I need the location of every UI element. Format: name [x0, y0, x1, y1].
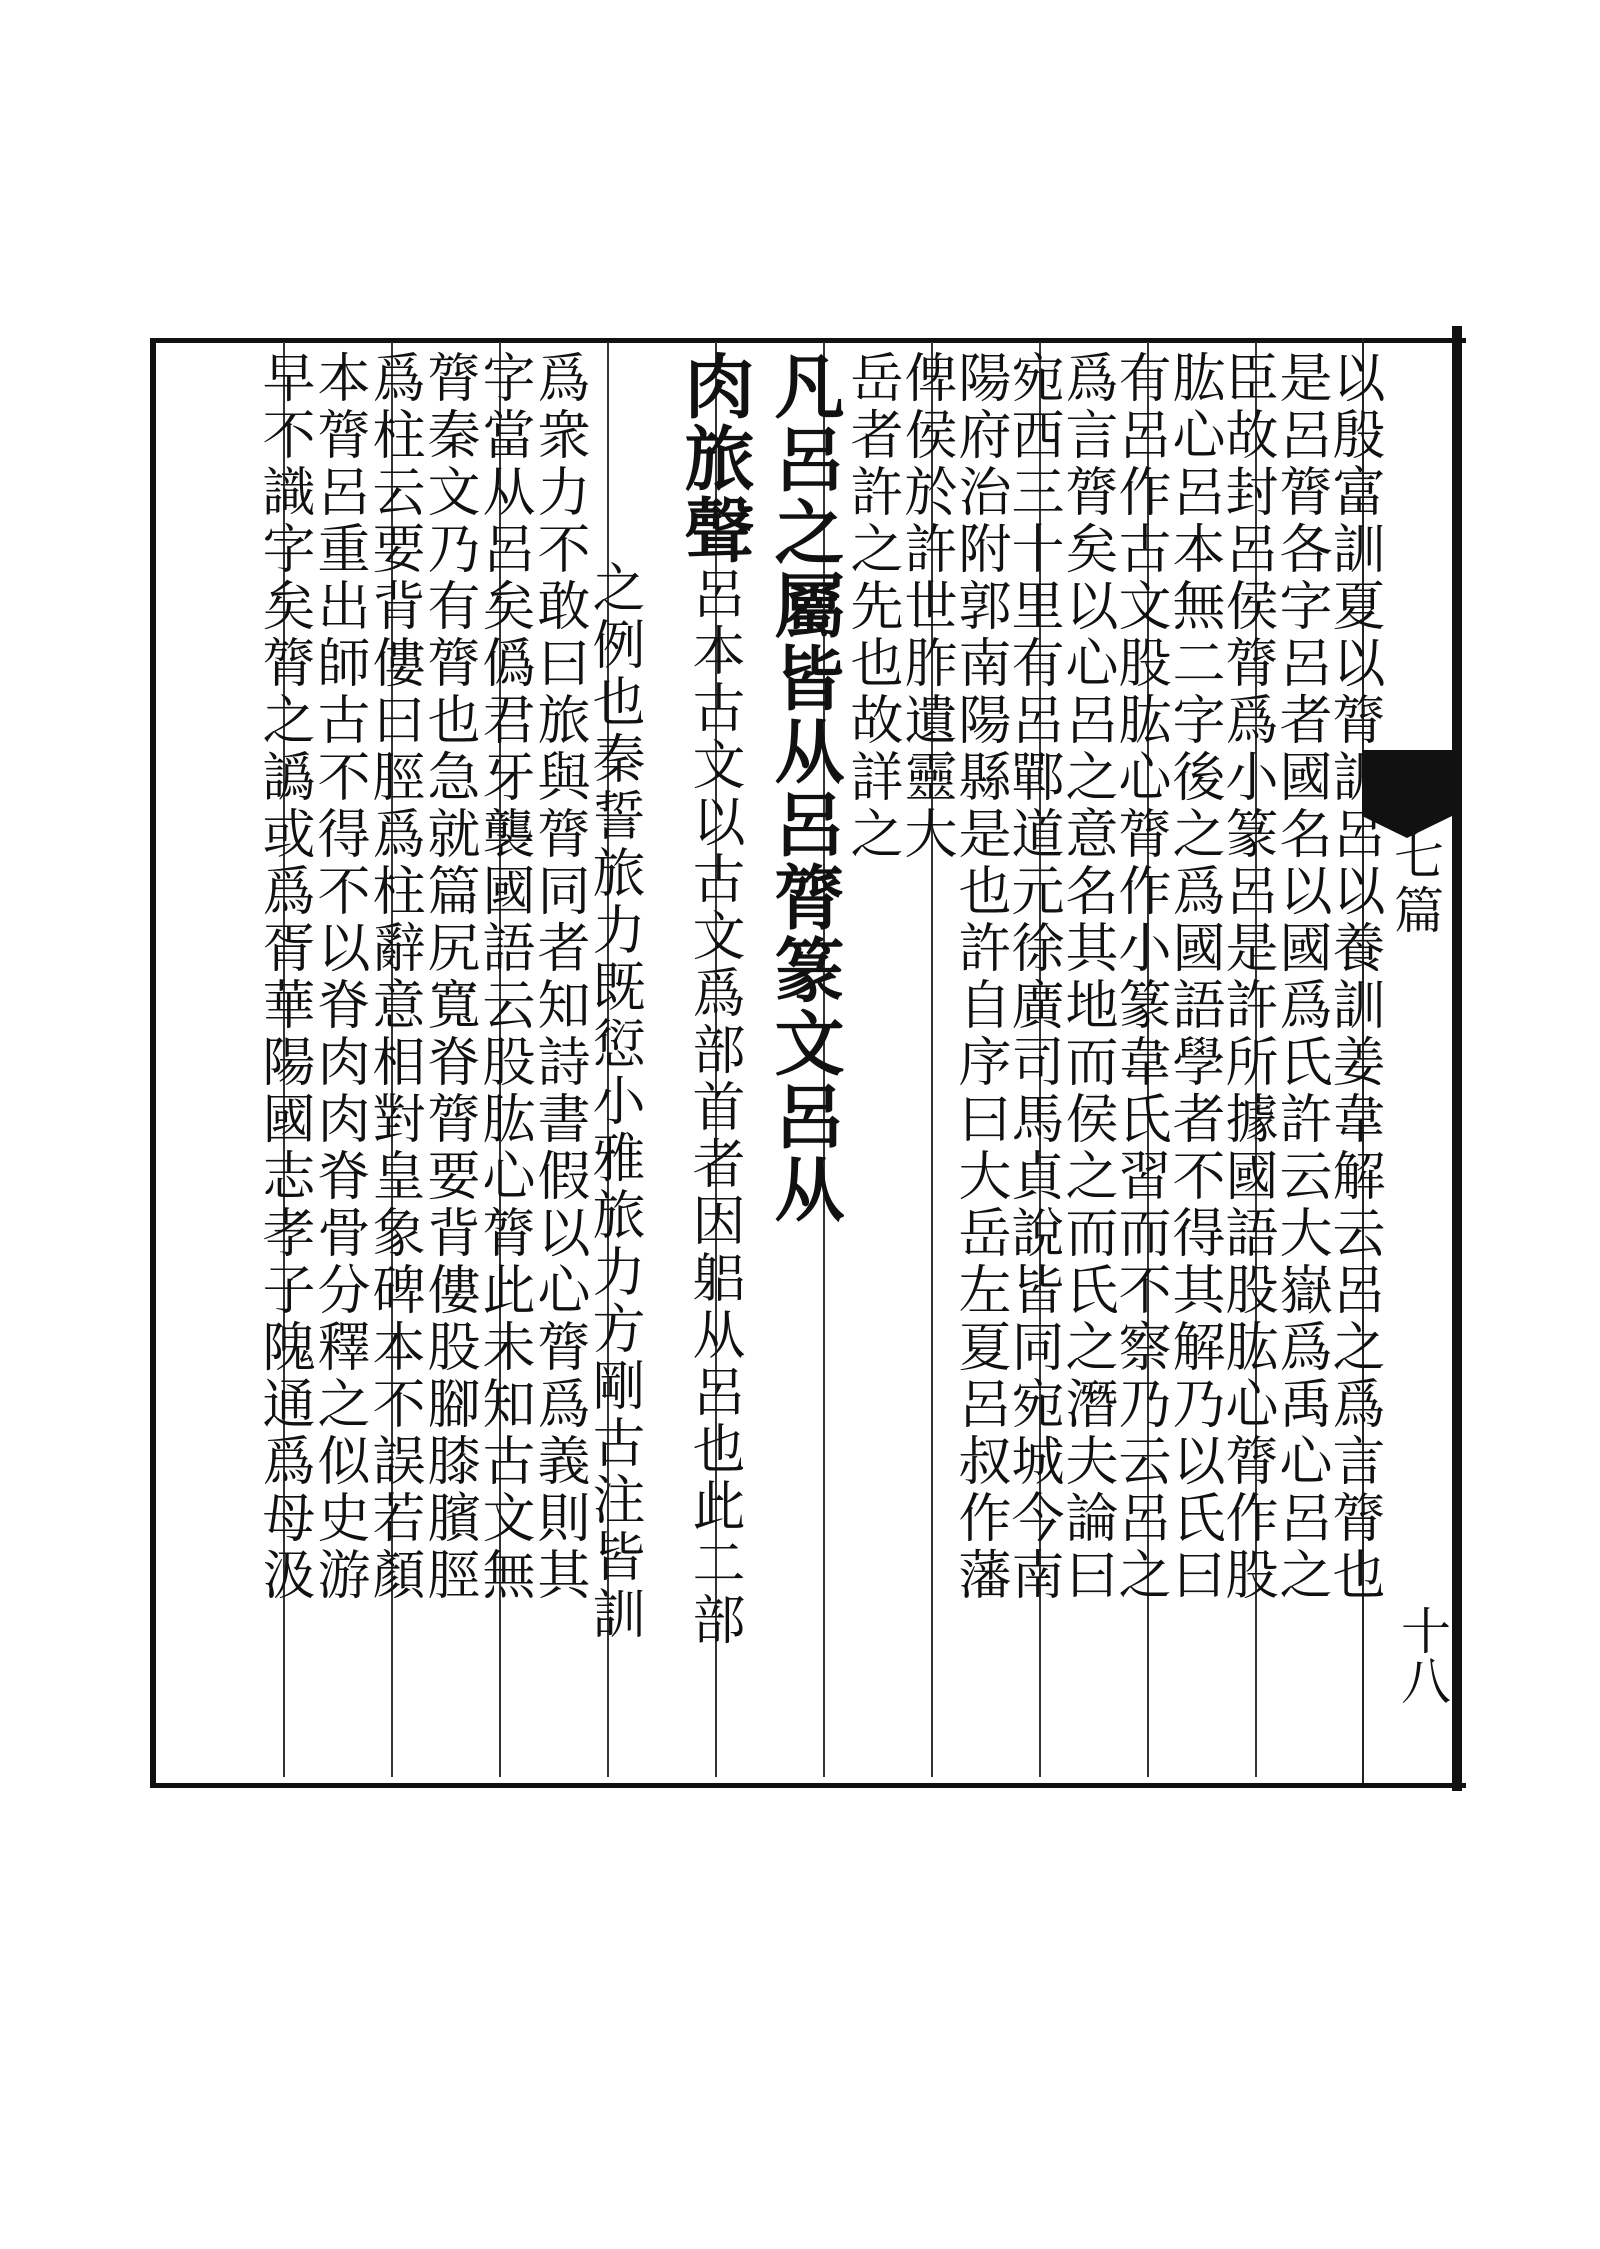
text-column: 膂秦文乃有膂也急就篇尻寬脊膂要背僂股腳膝臏脛 [419, 350, 480, 1604]
text-column: 肱心呂本無二字後之爲國語學者不得其解乃以氏曰 [1164, 350, 1225, 1604]
text-column: 字當从呂矣僞君牙襲國語云股肱心膂此未知古文無 [474, 350, 535, 1604]
text-column: 爲柱云要背僂曰脛爲柱辭意相對皇象碑本不誤若顏 [364, 350, 425, 1604]
text-column: 爲言膂矣以心呂之意名其地而侯之而氏之潛夫論曰 [1057, 350, 1118, 1604]
text-column: 是呂膂各字呂者國名以國爲氏許云大嶽爲禹心呂之 [1271, 350, 1332, 1604]
text-column: 以殷富訓夏以膂訓呂以養訓姜韋解云呂之爲言膂也 [1324, 350, 1385, 1604]
text-column: 本膂呂重出師古不得不以脊肉肉脊骨分釋之似史游 [309, 350, 370, 1604]
text-column: 宛西三十里有呂鄲道元徐廣司馬貞說皆同宛城今南 [1003, 350, 1064, 1604]
main-text: 凡呂之屬皆从呂膂篆文呂从 [763, 350, 846, 1226]
text-segment: 岳者許之先也故詳之 [842, 350, 903, 863]
text-column: 爲衆力不敢曰旅與膂同者知詩書假以心膂爲義則其 [529, 350, 590, 1604]
main-text: 肉旅聲 [673, 350, 756, 566]
text-segment: 俾侯於許世胙遺靈大 [896, 350, 957, 863]
text-column: 有呂作古文股肱心膂作小篆韋氏習而不察乃云呂之 [1110, 350, 1171, 1604]
margin-label: 七篇 [1386, 830, 1444, 938]
text-column: 陽府治附郭南陽縣是也許自序曰大岳左夏呂叔作藩 [950, 350, 1011, 1604]
text-column: 早不識字矣膂之譌或爲胥華陽國志孝子隗通爲母汲 [254, 350, 315, 1604]
margin-page-number: 十八 [1393, 1605, 1451, 1705]
text-segment: 呂本古文以古文爲部首者因躳从呂也此二部 [684, 566, 745, 1649]
text-column: 臣故封呂侯膂爲小篆呂是許所據國語股肱心膂作股 [1217, 350, 1278, 1604]
text-column: 之例也秦誓旅力既愆小雅旅力方剛古注皆訓 [584, 560, 645, 1643]
text-column [660, 350, 768, 1770]
